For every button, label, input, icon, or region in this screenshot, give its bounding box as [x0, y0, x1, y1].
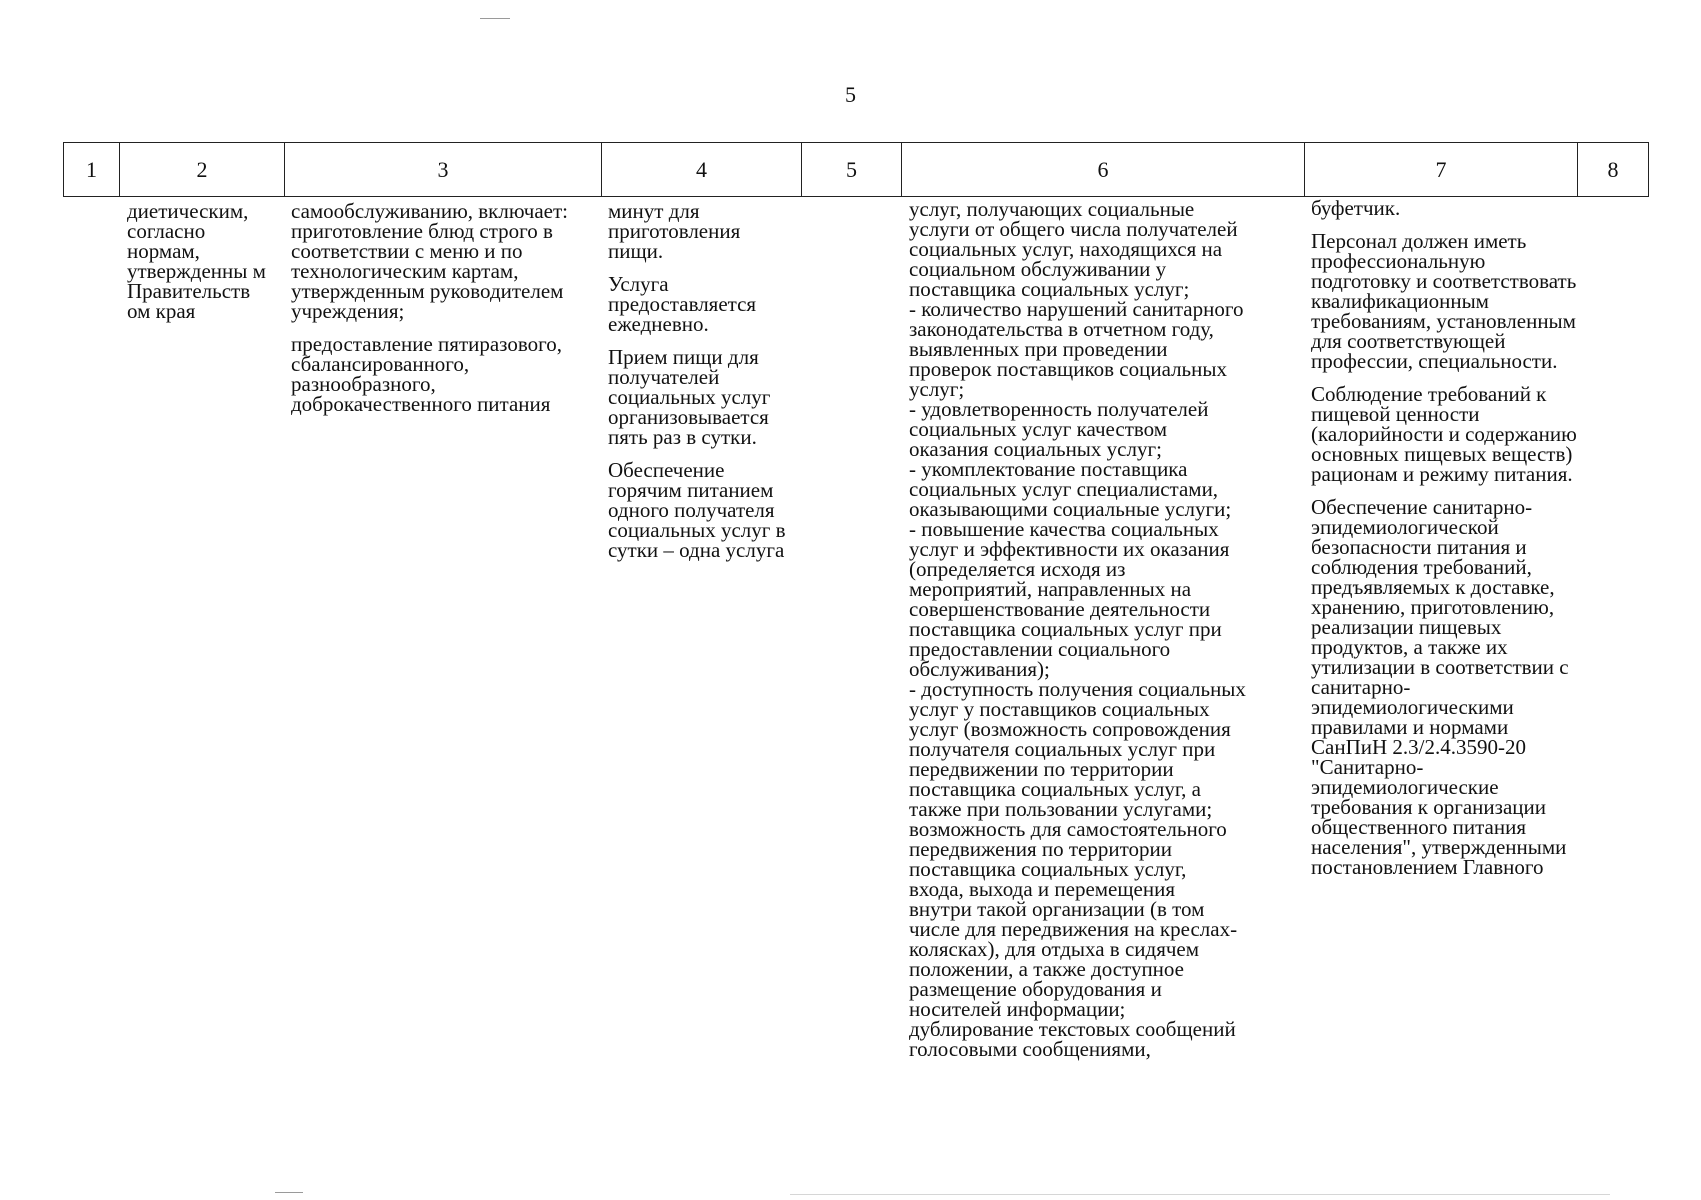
column-6-line: социальном обслуживании у — [909, 257, 1167, 281]
column-6-line: голосовыми сообщениями, — [909, 1037, 1151, 1061]
column-6-line: также при пользовании услугами; — [909, 797, 1213, 821]
header-cell-7: 7 — [1305, 143, 1578, 197]
column-6-line: - количество нарушений санитарного — [909, 297, 1244, 321]
column-4-paragraph-4: Обеспечение горячим питанием одного получателя социальных услуг в сутки – одна услуга — [608, 458, 786, 562]
header-cell-6: 6 — [902, 143, 1305, 197]
column-2-text — [127, 201, 275, 321]
scan-artifact — [275, 1192, 303, 1193]
column-6-line: социальных услуг, находящихся на — [909, 237, 1223, 261]
column-3-text — [291, 201, 596, 427]
column-6-line: законодательства в отчетном году, — [909, 317, 1214, 341]
column-7-paragraph-1: буфетчик. — [1311, 196, 1401, 220]
column-6-line: мероприятий, направленных на — [909, 577, 1192, 601]
column-6-line: - повышение качества социальных — [909, 517, 1219, 541]
header-cell-8: 8 — [1578, 143, 1649, 197]
column-6-line: внутри такой организации (в том — [909, 897, 1205, 921]
column-6-line: входа, выхода и перемещения — [909, 877, 1175, 901]
column-6-line: - доступность получения социальных — [909, 677, 1246, 701]
header-cell-2: 2 — [120, 143, 285, 197]
column-6-line: проверок поставщиков социальных — [909, 357, 1227, 381]
column-6-line: поставщика социальных услуг; — [909, 277, 1190, 301]
column-6-line: дублирование текстовых сообщений — [909, 1017, 1236, 1041]
column-6-line: носителей информации; — [909, 997, 1126, 1021]
scan-artifact — [480, 18, 510, 19]
column-6-line: социальных услуг специалистами, — [909, 477, 1219, 501]
column-7-paragraph-2: Персонал должен иметь профессиональную подготовку и соответствовать квалификационным требованиям, установленным для соответствующей профессии, специальности. — [1311, 229, 1577, 373]
page-number: 5 — [845, 82, 856, 107]
column-6-line: услуг (возможность сопровождения — [909, 717, 1231, 741]
column-6-line: положении, а также доступное — [909, 957, 1184, 981]
header-cell-4: 4 — [602, 143, 802, 197]
column-4-text — [608, 201, 798, 573]
table-header — [63, 142, 1649, 197]
column-6-line: размещение оборудования и — [909, 977, 1162, 1001]
column-6-line: (определяется исходя из — [909, 557, 1126, 581]
header-cell-5: 5 — [802, 143, 902, 197]
column-6-line: выявленных при проведении — [909, 337, 1168, 361]
column-6-line: передвижении по территории — [909, 757, 1174, 781]
column-6-line: совершенствование деятельности — [909, 597, 1211, 621]
column-4-paragraph-1: минут для приготовления пищи. — [608, 199, 741, 263]
column-7-paragraph-3: Соблюдение требований к пищевой ценности (калорийности и содержанию основных пищевых веществ) рационам и режиму питания. — [1311, 382, 1577, 486]
header-cell-3: 3 — [285, 143, 602, 197]
column-6-line: услуг, получающих социальные — [909, 197, 1195, 221]
column-6-line: поставщика социальных услуг при — [909, 617, 1222, 641]
column-4-paragraph-2: Услуга предоставляется ежедневно. — [608, 272, 757, 336]
column-6-line: получателя социальных услуг при — [909, 737, 1216, 761]
column-3-paragraph-2: предоставление пятиразового, сбалансированного, разнообразного, доброкачественного питания — [291, 332, 562, 416]
column-6-line: передвижения по территории — [909, 837, 1172, 861]
column-6-line: поставщика социальных услуг, а — [909, 777, 1201, 801]
column-7-text — [1311, 198, 1583, 877]
header-cell-1: 1 — [64, 143, 120, 197]
column-4-paragraph-3: Прием пищи для получателей социальных услуг организовывается пять раз в сутки. — [608, 345, 771, 449]
column-2-paragraph: диетическим, согласно нормам, утвержденны м Правительств ом края — [127, 199, 266, 323]
column-6-line: - удовлетворенность получателей — [909, 397, 1209, 421]
column-6-line: числе для передвижения на креслах- — [909, 917, 1238, 941]
column-6-line: оказания социальных услуг; — [909, 437, 1162, 461]
scan-artifact — [790, 1194, 1610, 1195]
column-6-line: услуги от общего числа получателей — [909, 217, 1238, 241]
column-6-line: возможность для самостоятельного — [909, 817, 1227, 841]
column-6-line: социальных услуг качеством — [909, 417, 1168, 441]
column-6-line: услуг; — [909, 377, 965, 401]
column-7-paragraph-4: Обеспечение санитарно-эпидемиологической безопасности питания и соблюдения требований, предъявляемых к доставке, хранению, приготовлению, реализации пищевых продуктов, а также их утилизации в соответствии с санитарно-эпидемиологическими правилами и нормами СанПиН 2.3/2.4.3590-20 "Санитарно-эпидемиологические требования к организации общественного питания населения", утвержденными постановлением Главного — [1311, 495, 1569, 879]
column-6-line: услуг и эффективности их оказания — [909, 537, 1230, 561]
column-6-line: обслуживания); — [909, 657, 1050, 681]
column-6-line: колясках), для отдыха в сидячем — [909, 937, 1200, 961]
column-6-text — [909, 199, 1319, 1059]
column-3-paragraph-1: самообслуживанию, включает: приготовление блюд строго в соответствии с меню и по технологическим картам, утвержденным руководителем учреждения; — [291, 199, 568, 323]
column-6-line: поставщика социальных услуг, — [909, 857, 1187, 881]
column-6-line: оказывающими социальные услуги; — [909, 497, 1232, 521]
column-6-line: услуг у поставщиков социальных — [909, 697, 1210, 721]
column-6-line: - укомплектование поставщика — [909, 457, 1188, 481]
column-6-line: предоставлении социального — [909, 637, 1171, 661]
